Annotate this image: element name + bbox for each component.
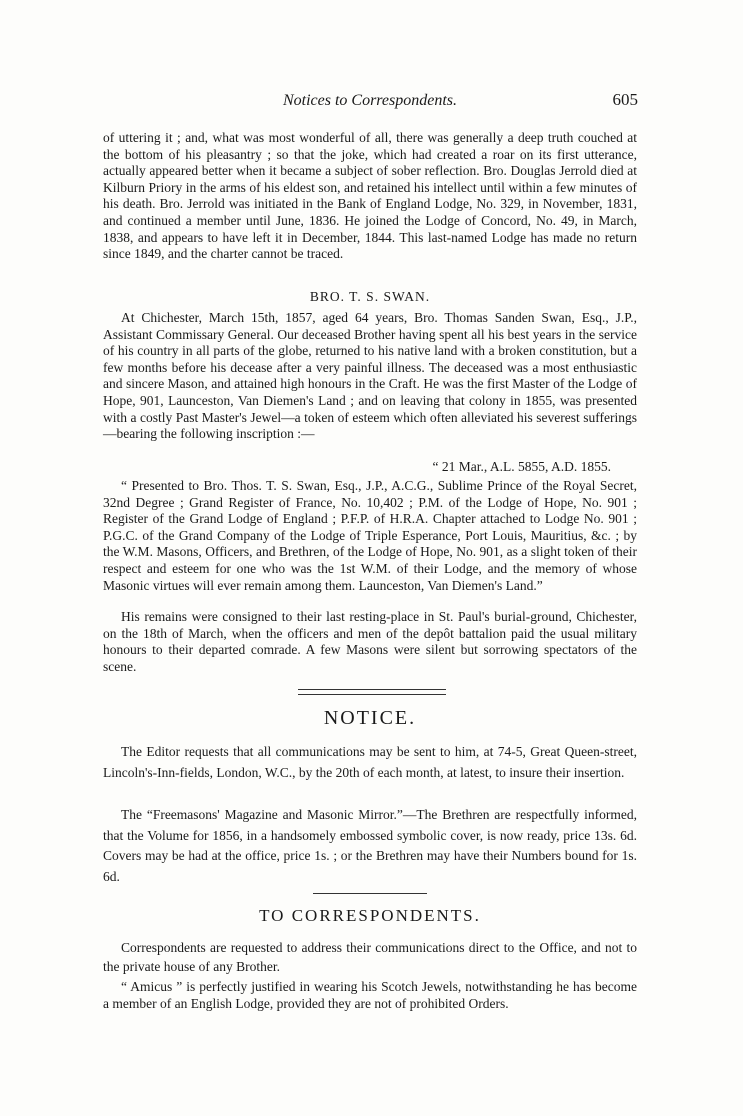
jerrold-paragraph: of uttering it ; and, what was most wonderful of all, there was generally a deep truth couched at the bottom of his pleasantry ; so that the joke, which had created a roar on its first utterance, actually appeared better when it became a subject of sober reflection. Bro. Douglas Jerrold died at Kilburn Priory in the arms of his eldest son, and retained his intellect until within a few minutes of his death. Bro. Jerrold was initiated in the Bank of England Lodge, No. 329, in November, 1831, and continued a member until June, 1836. He joined the Lodge of Concord, No. 49, in March, 1838, and appears to have left it in December, 1844. This last-named Lodge has made no return since 1849, and the charter cannot be traced. [103,130,637,262]
swan-paragraph-1: At Chichester, March 15th, 1857, aged 64 years, Bro. Thomas Sanden Swan, Esq., J.P., Assistant Commissary General. Our deceased Brother having spent all his best years in the service of his country in all parts of the globe, returned to his native land with a broken constitution, but a few months before his decease after a very painful illness. The deceased was a most enthusiastic and sincere Mason, and attained high honours in the Craft. He was the first Master of the Lodge of Hope, 901, Launceston, Van Diemen's Land ; and on leaving that colony in 1855, was presented with a costly Past Master's Jewel—a token of esteem which often alleviated his severest sufferings—bearing the following inscription :— [103,310,637,442]
notice-paragraph-1: The Editor requests that all communications may be sent to him, at 74-5, Great Queen-street, Lincoln's-Inn-fields, London, W.C., by the 20th of each month, at latest, to insure their insertion. [103,744,637,780]
running-title: Notices to Correspondents. [282,92,458,109]
correspondents-section [103,938,637,976]
jerrold-section [103,130,637,263]
correspondents-paragraph-1: Correspondents are requested to address their communications direct to the Office, and not to the private house of any Brother. [103,940,637,974]
swan-body [103,310,637,443]
correspondents-paragraph-2: “ Amicus ” is perfectly justified in wearing his Scotch Jewels, notwithstanding he has become a member of an English Lodge, provided they are not of prohibited Orders. [103,979,637,1011]
double-rule-divider [298,689,446,695]
swan-section [103,289,637,305]
swan-closing-block [103,609,637,675]
swan-inscription: “ Presented to Bro. Thos. T. S. Swan, Esq., J.P., A.C.G., Sublime Prince of the Royal Secret, 32nd Degree ; Grand Register of France, No. 10,402 ; P.M. of the Lodge of Hope, No. 901 ; Register of the Grand Lodge of England ; P.F.P. of H.R.A. Chapter attached to Lodge No. 901 ; P.G.C. of the Grand Company of the Lodge of Triple Esperance, Port Louis, Mauritius, &c. ; by the W.M. Masons, Officers, and Brethren, of the Lodge of Hope, No. 901, as a slight token of their respect and esteem for one who was the 1st W.M. of their Lodge, and the memory of whose Masonic virtues will ever remain among them. Launceston, Van Diemen's Land.” [103,478,637,593]
swan-inscription-block [103,478,637,594]
swan-heading: BRO. T. S. SWAN. [309,289,431,304]
notice-section [103,742,637,783]
swan-paragraph-2: His remains were consigned to their last resting-place in St. Paul's burial-ground, Chichester, on the 18th of March, when the officers and men of the depôt battalion paid the usual military honours to their departed comrade. A few Masons were silent but sorrowing spectators of the scene. [103,609,637,674]
swan-date-line: “ 21 Mar., A.L. 5855, A.D. 1855. [432,459,611,474]
running-head [102,88,638,114]
swan-date-block [103,459,637,475]
notice-magazine-block [103,805,637,887]
notice-paragraph-2: The “Freemasons' Magazine and Masonic Mirror.”—The Brethren are respectfully informed, that the Volume for 1856, in a handsomely embossed symbolic cover, is now ready, price 13s. 6d. Covers may be had at the office, price 1s. ; or the Brethren may have their Numbers bound for 1s. 6d. [103,807,637,884]
single-rule-divider [313,893,427,894]
correspondents-amicus-block [103,978,637,1012]
notice-heading: NOTICE. [323,707,417,729]
page-number: 605 [612,90,638,109]
correspondents-heading: TO CORRESPONDENTS. [259,906,481,925]
